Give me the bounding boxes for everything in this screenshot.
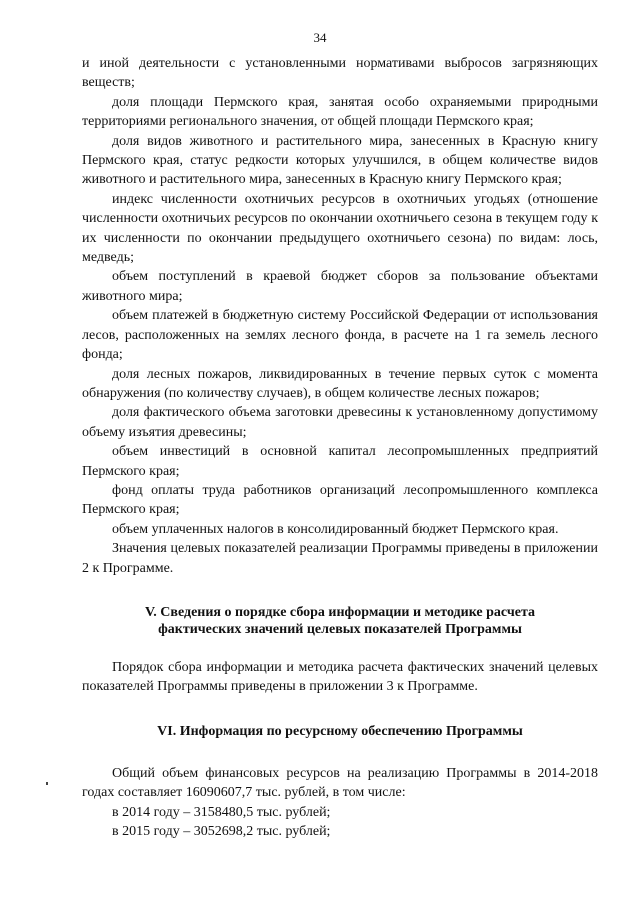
indicator-taxes: объем уплаченных налогов в консолидированный бюджет Пермского края. <box>112 521 559 537</box>
indicator-timber-harvest: доля фактического объема заготовки древесины к установленному допустимому объему изъятия древесины; <box>82 405 598 440</box>
indicator-hunting-index: индекс численности охотничьих ресурсов в охотничьих угодьях (отношение численности охотничьих ресурсов по окончании охотничьего сезона в текущем году к их численности по окончании предыдущего охотничьего сезона) по видам: лось, медведь; <box>82 191 598 266</box>
funding-2015: в 2015 году – 3052698,2 тыс. рублей; <box>112 824 331 839</box>
section-5-heading-line2: фактических значений целевых показателей Программы <box>158 621 522 637</box>
paragraph-appendix-2: Значения целевых показателей реализации Программы приведены в приложении 2 к Программе. <box>82 541 598 576</box>
scan-speck <box>46 782 48 785</box>
section-5-text: Порядок сбора информации и методика расчета фактических значений целевых показателей Программы приведены в приложении 3 к Программе. <box>82 659 598 695</box>
section-6-heading: VI. Информация по ресурсному обеспечению Программы <box>157 723 523 739</box>
indicator-forest-fires: доля лесных пожаров, ликвидированных в течение первых суток с момента обнаружения (по количеству случаев), в общем количестве лесных пожаров; <box>82 366 598 401</box>
indicator-wildlife-fees: объем поступлений в краевой бюджет сборов за пользование объектами животного мира; <box>82 269 598 304</box>
indicator-red-book-species: доля видов животного и растительного мира, занесенных в Красную книгу Пермского края, статус редкости которых улучшился, в общем количестве видов животного и растительного мира, занесенных в Красную книгу Пермского края; <box>82 133 598 188</box>
section-5-heading <box>82 604 598 638</box>
indicator-protected-areas: доля площади Пермского края, занятая особо охраняемыми природными территориями регионального значения, от общей площади Пермского края; <box>82 94 598 130</box>
funding-2014: в 2014 году – 3158480,5 тыс. рублей; <box>112 804 331 820</box>
section-6-text: Общий объем финансовых ресурсов на реализацию Программы в 2014-2018 годах составляет 16090607,7 тыс. рублей, в том числе: <box>82 765 598 801</box>
indicator-forest-payments: объем платежей в бюджетную систему Российской Федерации от использования лесов, расположенных на землях лесного фонда, в расчете на 1 га земель лесного фонда; <box>82 308 598 363</box>
page-number: 34 <box>313 30 327 45</box>
indicator-investments: объем инвестиций в основной капитал лесопромышленных предприятий Пермского края; <box>82 444 598 479</box>
indicator-wage-fund: фонд оплаты труда работников организаций лесопромышленного комплекса Пермского края; <box>82 482 598 518</box>
section-5-heading-line1: V. Сведения о порядке сбора информации и методике расчета <box>144 604 536 620</box>
document-body <box>82 54 598 841</box>
paragraph-continuation: и иной деятельности с установленными нормативами выбросов загрязняющих веществ; <box>82 56 598 91</box>
